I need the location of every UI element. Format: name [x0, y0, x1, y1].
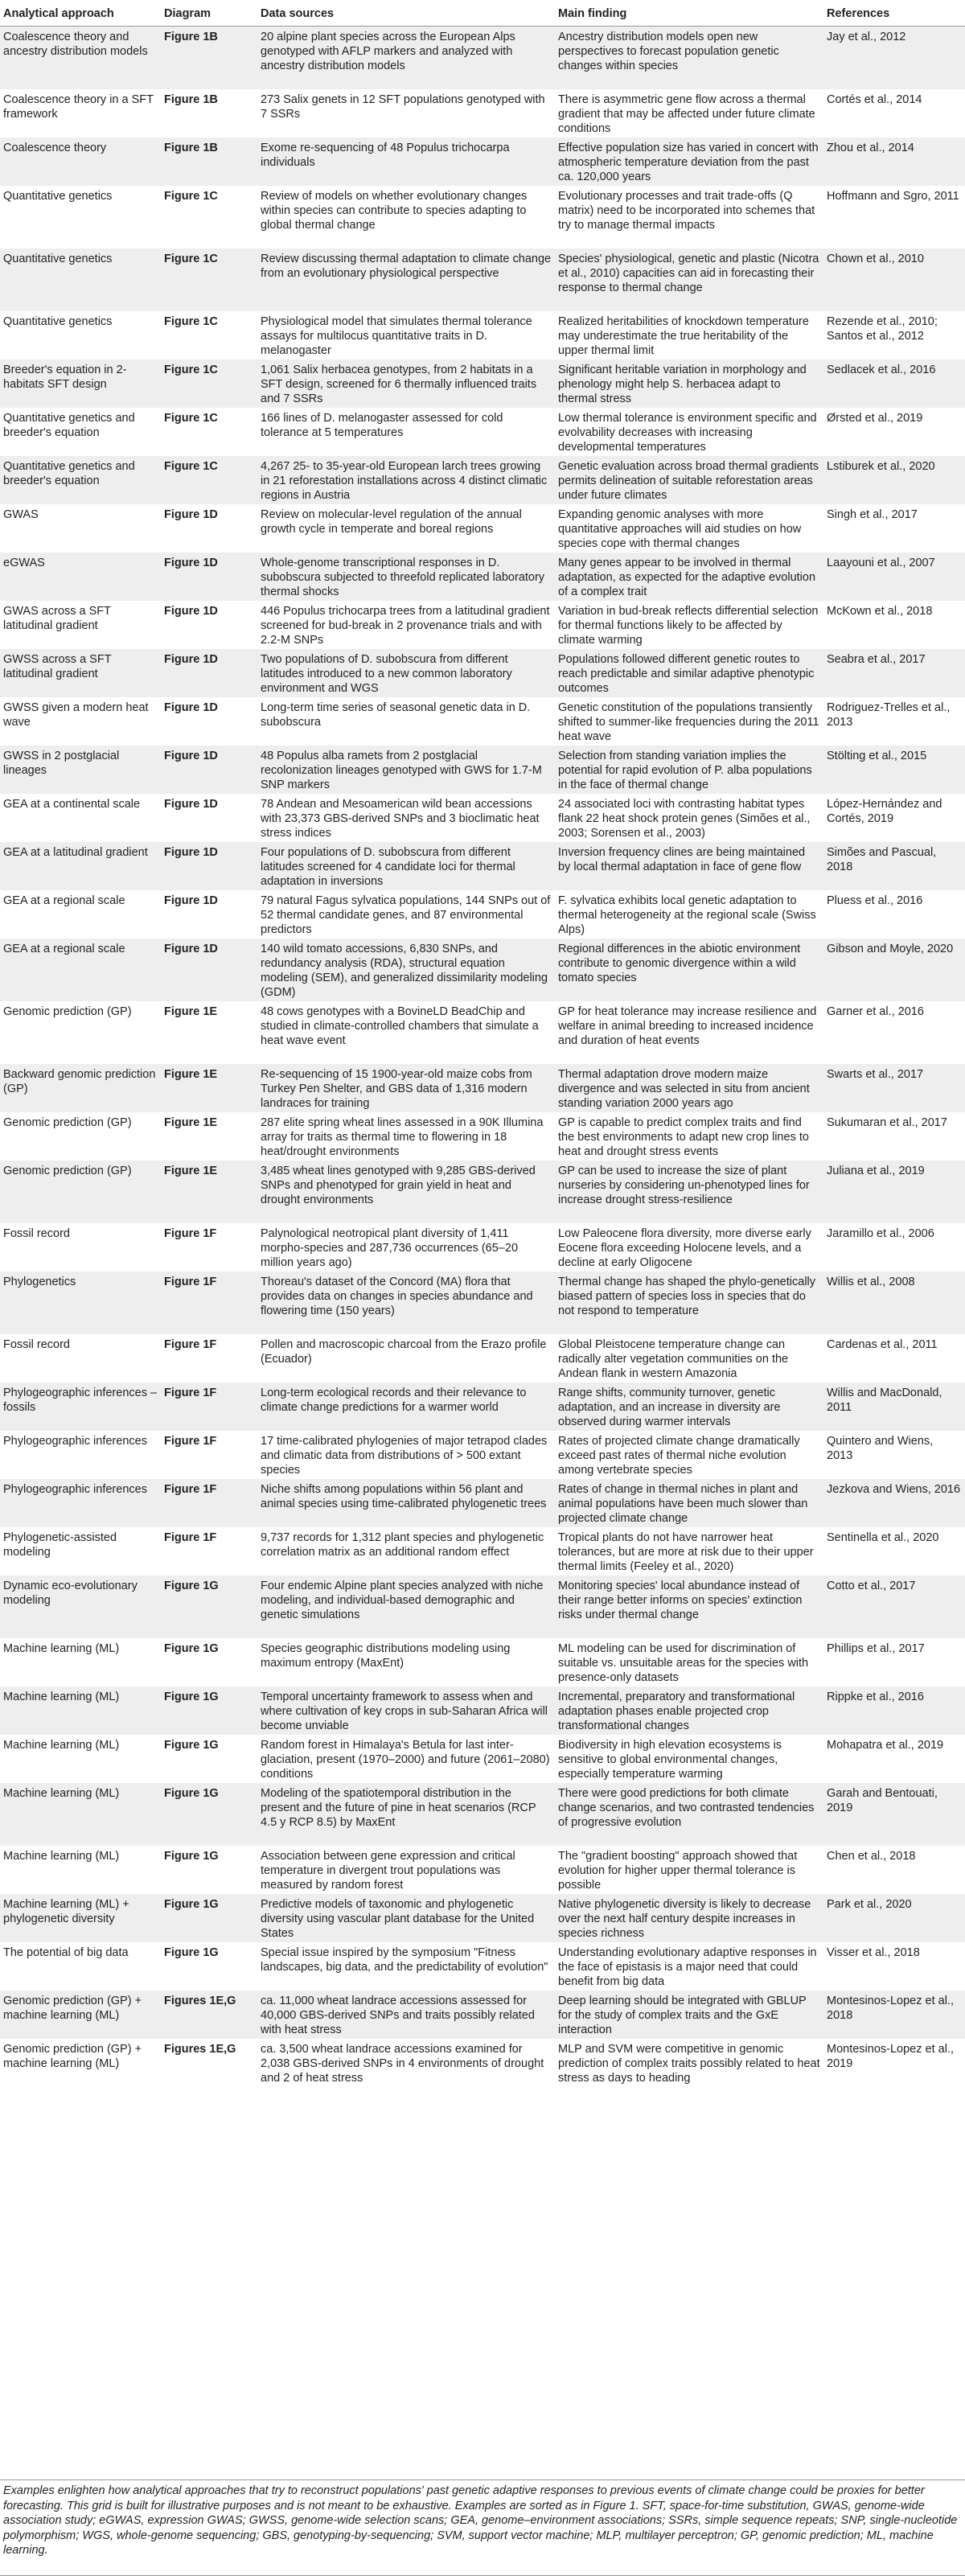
- cell-main-finding: Monitoring species' local abundance instead of their range better informs on species' extinction risks under thermal change: [555, 1576, 823, 1638]
- table-header: [0, 0, 965, 27]
- table-row: [0, 2039, 965, 2087]
- cell-main-finding: Thermal adaptation drove modern maize divergence and was selected in situ from ancient standing variation 2000 years ago: [555, 1064, 823, 1112]
- table-row: [0, 649, 965, 697]
- cell-diagram: Figure 1F: [161, 1334, 257, 1382]
- cell-approach: Machine learning (ML): [0, 1783, 161, 1846]
- cell-approach: Genomic prediction (GP): [0, 1112, 161, 1161]
- cell-data-sources: 287 elite spring wheat lines assessed in a 90K Illumina array for traits as thermal time to flowering in 18 heat/drought environments: [257, 1112, 555, 1161]
- cell-data-sources: Species geographic distributions modeling using maximum entropy (MaxEnt): [257, 1638, 555, 1687]
- cell-main-finding: Range shifts, community turnover, genetic adaptation, and an increase in diversity are observed during warmer intervals: [555, 1382, 823, 1431]
- cell-data-sources: Association between gene expression and critical temperature in divergent trout populations was measured by random forest: [257, 1846, 555, 1894]
- cell-data-sources: 9,737 records for 1,312 plant species and phylogenetic correlation matrix as an additional random effect: [257, 1527, 555, 1576]
- cell-references: Park et al., 2020: [823, 1894, 965, 1942]
- cell-main-finding: Significant heritable variation in morphology and phenology might help S. herbacea adapt to thermal stress: [555, 359, 823, 408]
- cell-references: Chen et al., 2018: [823, 1846, 965, 1894]
- cell-diagram: Figure 1D: [161, 746, 257, 794]
- cell-references: Garah and Bentouati, 2019: [823, 1783, 965, 1846]
- cell-approach: GEA at a regional scale: [0, 939, 161, 1001]
- cell-data-sources: ca. 11,000 wheat landrace accessions assessed for 40,000 GBS-derived SNPs and traits possibly related with heat stress: [257, 1991, 555, 2039]
- cell-approach: GEA at a continental scale: [0, 794, 161, 842]
- cell-main-finding: Rates of projected climate change dramatically exceed past rates of thermal niche evolution among vertebrate species: [555, 1431, 823, 1479]
- cell-data-sources: 78 Andean and Mesoamerican wild bean accessions with 23,373 GBS-derived SNPs and 3 bioclimatic heat stress indices: [257, 794, 555, 842]
- cell-references: Simões and Pascual, 2018: [823, 842, 965, 890]
- cell-references: Willis and MacDonald, 2011: [823, 1382, 965, 1431]
- cell-main-finding: Inversion frequency clines are being maintained by local thermal adaptation in face of gene flow: [555, 842, 823, 890]
- cell-diagram: Figure 1G: [161, 1783, 257, 1846]
- cell-approach: Coalescence theory and ancestry distribution models: [0, 27, 161, 89]
- cell-approach: GWAS: [0, 504, 161, 553]
- cell-data-sources: Thoreau's dataset of the Concord (MA) flora that provides data on changes in species abundance and flowering time (150 years): [257, 1272, 555, 1334]
- cell-references: Ørsted et al., 2019: [823, 408, 965, 456]
- cell-diagram: Figure 1C: [161, 456, 257, 504]
- cell-main-finding: There were good predictions for both climate change scenarios, and two contrasted tendencies of progressive evolution: [555, 1783, 823, 1846]
- header-references: References: [823, 0, 965, 27]
- cell-diagram: Figure 1C: [161, 186, 257, 249]
- cell-approach: Phylogeographic inferences: [0, 1479, 161, 1527]
- cell-approach: Backward genomic prediction (GP): [0, 1064, 161, 1112]
- cell-diagram: Figure 1G: [161, 1687, 257, 1735]
- cell-data-sources: Four endemic Alpine plant species analyzed with niche modeling, and individual-based demographic and genetic simulations: [257, 1576, 555, 1638]
- table-row: [0, 27, 965, 89]
- table-row: [0, 1576, 965, 1638]
- cell-data-sources: Review of models on whether evolutionary changes within species can contribute to species adapting to global thermal change: [257, 186, 555, 249]
- cell-approach: Breeder's equation in 2-habitats SFT design: [0, 359, 161, 408]
- cell-approach: Quantitative genetics and breeder's equation: [0, 456, 161, 504]
- cell-approach: Coalescence theory in a SFT framework: [0, 89, 161, 138]
- cell-approach: Machine learning (ML): [0, 1846, 161, 1894]
- cell-approach: eGWAS: [0, 553, 161, 601]
- table-row: [0, 553, 965, 601]
- cell-diagram: Figure 1D: [161, 649, 257, 697]
- cell-main-finding: Thermal change has shaped the phylo-genetically biased pattern of species loss in species that do not respond to temperature: [555, 1272, 823, 1334]
- cell-approach: Genomic prediction (GP): [0, 1001, 161, 1064]
- header-main-finding: Main finding: [555, 0, 823, 27]
- cell-references: Cortés et al., 2014: [823, 89, 965, 138]
- cell-diagram: Figure 1G: [161, 1942, 257, 1991]
- cell-approach: Quantitative genetics: [0, 186, 161, 249]
- table-row: [0, 939, 965, 1001]
- cell-data-sources: Physiological model that simulates thermal tolerance assays for multilocus quantitative traits in D. melanogaster: [257, 311, 555, 359]
- cell-references: Visser et al., 2018: [823, 1942, 965, 1991]
- cell-main-finding: The "gradient boosting" approach showed that evolution for higher upper thermal tolerance is possible: [555, 1846, 823, 1894]
- cell-references: López-Hernández and Cortés, 2019: [823, 794, 965, 842]
- table-row: [0, 1991, 965, 2039]
- header-row: [0, 0, 965, 27]
- cell-main-finding: Many genes appear to be involved in thermal adaptation, as expected for the adaptive evolution of a complex trait: [555, 553, 823, 601]
- cell-references: McKown et al., 2018: [823, 601, 965, 649]
- cell-references: Montesinos-Lopez et al., 2018: [823, 1991, 965, 2039]
- table-row: [0, 1527, 965, 1576]
- table-row: [0, 1894, 965, 1942]
- cell-main-finding: GP can be used to increase the size of plant nurseries by considering un-phenotyped lines for increase drought stress-resilience: [555, 1161, 823, 1223]
- table-row: [0, 746, 965, 794]
- cell-main-finding: Expanding genomic analyses with more quantitative approaches will aid studies on how species cope with thermal changes: [555, 504, 823, 553]
- table-row: [0, 138, 965, 186]
- header-data-sources: Data sources: [257, 0, 555, 27]
- cell-references: Seabra et al., 2017: [823, 649, 965, 697]
- cell-main-finding: Regional differences in the abiotic environment contribute to genomic divergence within a wild tomato species: [555, 939, 823, 1001]
- table-row: [0, 1272, 965, 1334]
- cell-main-finding: Ancestry distribution models open new perspectives to forecast population genetic changes within species: [555, 27, 823, 89]
- cell-references: Jezkova and Wiens, 2016: [823, 1479, 965, 1527]
- cell-data-sources: Niche shifts among populations within 56 plant and animal species using time-calibrated phylogenetic trees: [257, 1479, 555, 1527]
- cell-main-finding: Low thermal tolerance is environment specific and evolvability decreases with increasing developmental temperatures: [555, 408, 823, 456]
- cell-references: Garner et al., 2016: [823, 1001, 965, 1064]
- cell-data-sources: Pollen and macroscopic charcoal from the Erazo profile (Ecuador): [257, 1334, 555, 1382]
- cell-data-sources: Random forest in Himalaya's Betula for last inter-glaciation, present (1970–2000) and future (2061–2080) conditions: [257, 1735, 555, 1783]
- cell-data-sources: Long-term time series of seasonal genetic data in D. subobscura: [257, 697, 555, 746]
- cell-references: Juliana et al., 2019: [823, 1161, 965, 1223]
- cell-main-finding: Biodiversity in high elevation ecosystems is sensitive to global environmental changes, especially temperature warming: [555, 1735, 823, 1783]
- cell-data-sources: Review on molecular-level regulation of the annual growth cycle in temperate and boreal regions: [257, 504, 555, 553]
- cell-main-finding: Rates of change in thermal niches in plant and animal populations have been much slower than projected climate change: [555, 1479, 823, 1527]
- cell-references: Quintero and Wiens, 2013: [823, 1431, 965, 1479]
- cell-approach: Genomic prediction (GP) + machine learning (ML): [0, 2039, 161, 2087]
- cell-references: Chown et al., 2010: [823, 249, 965, 311]
- cell-main-finding: MLP and SVM were competitive in genomic prediction of complex traits possibly related to heat stress as days to heading: [555, 2039, 823, 2087]
- cell-diagram: Figure 1D: [161, 553, 257, 601]
- cell-data-sources: Whole-genome transcriptional responses in D. subobscura subjected to threefold replicated laboratory thermal shocks: [257, 553, 555, 601]
- cell-approach: Quantitative genetics: [0, 311, 161, 359]
- cell-diagram: Figures 1E,G: [161, 1991, 257, 2039]
- table-row: [0, 1382, 965, 1431]
- table-row: [0, 1161, 965, 1223]
- cell-references: Willis et al., 2008: [823, 1272, 965, 1334]
- cell-approach: GEA at a latitudinal gradient: [0, 842, 161, 890]
- table-row: [0, 1783, 965, 1846]
- cell-main-finding: Selection from standing variation implies the potential for rapid evolution of P. alba populations in the face of thermal change: [555, 746, 823, 794]
- table-row: [0, 842, 965, 890]
- cell-data-sources: Palynological neotropical plant diversity of 1,411 morpho-species and 287,736 occurrences (65–20 million years ago): [257, 1223, 555, 1272]
- cell-approach: Phylogeographic inferences: [0, 1431, 161, 1479]
- cell-approach: Fossil record: [0, 1223, 161, 1272]
- cell-approach: Machine learning (ML) + phylogenetic diversity: [0, 1894, 161, 1942]
- table-row: [0, 1942, 965, 1991]
- cell-references: Gibson and Moyle, 2020: [823, 939, 965, 1001]
- cell-diagram: Figure 1D: [161, 601, 257, 649]
- cell-main-finding: Understanding evolutionary adaptive responses in the face of epistasis is a major need that could benefit from big data: [555, 1942, 823, 1991]
- cell-diagram: Figure 1D: [161, 890, 257, 939]
- cell-approach: Coalescence theory: [0, 138, 161, 186]
- cell-diagram: Figure 1D: [161, 504, 257, 553]
- cell-main-finding: Tropical plants do not have narrower heat tolerances, but are more at risk due to their upper thermal limits (Feeley et al., 2020): [555, 1527, 823, 1576]
- cell-diagram: Figure 1F: [161, 1431, 257, 1479]
- cell-main-finding: Effective population size has varied in concert with atmospheric temperature deviation from the past ca. 120,000 years: [555, 138, 823, 186]
- cell-diagram: Figures 1E,G: [161, 2039, 257, 2087]
- cell-diagram: Figure 1C: [161, 408, 257, 456]
- cell-main-finding: Genetic constitution of the populations transiently shifted to summer-like frequencies during the 2011 heat wave: [555, 697, 823, 746]
- table-row: [0, 504, 965, 553]
- cell-main-finding: Deep learning should be integrated with GBLUP for the study of complex traits and the GxE interaction: [555, 1991, 823, 2039]
- cell-approach: Quantitative genetics: [0, 249, 161, 311]
- cell-diagram: Figure 1G: [161, 1846, 257, 1894]
- cell-data-sources: Re-sequencing of 15 1900-year-old maize cobs from Turkey Pen Shelter, and GBS data of 1,316 modern landraces for training: [257, 1064, 555, 1112]
- cell-data-sources: 1,061 Salix herbacea genotypes, from 2 habitats in a SFT design, screened for 6 thermally influenced traits and 7 SSRs: [257, 359, 555, 408]
- cell-main-finding: Variation in bud-break reflects differential selection for thermal functions likely to be affected by climate warming: [555, 601, 823, 649]
- cell-main-finding: Evolutionary processes and trait trade-offs (Q matrix) need to be incorporated into schemes that try to manage thermal impacts: [555, 186, 823, 249]
- cell-data-sources: Two populations of D. subobscura from different latitudes introduced to a new common laboratory environment and WGS: [257, 649, 555, 697]
- table-row: [0, 408, 965, 456]
- cell-approach: The potential of big data: [0, 1942, 161, 1991]
- cell-data-sources: Modeling of the spatiotemporal distribution in the present and the future of pine in heat scenarios (RCP 4.5 y RCP 8.5) by MaxEnt: [257, 1783, 555, 1846]
- cell-approach: GWAS across a SFT latitudinal gradient: [0, 601, 161, 649]
- cell-data-sources: 3,485 wheat lines genotyped with 9,285 GBS-derived SNPs and phenotyped for grain yield in heat and drought environments: [257, 1161, 555, 1223]
- cell-references: Rodriguez-Trelles et al., 2013: [823, 697, 965, 746]
- cell-data-sources: 4,267 25- to 35-year-old European larch trees growing in 21 reforestation installations across 4 distinct climatic regions in Austria: [257, 456, 555, 504]
- cell-approach: Fossil record: [0, 1334, 161, 1382]
- table-row: [0, 1001, 965, 1064]
- cell-references: Mohapatra et al., 2019: [823, 1735, 965, 1783]
- cell-approach: Phylogenetics: [0, 1272, 161, 1334]
- cell-main-finding: Incremental, preparatory and transformational adaptation phases enable projected crop transformational changes: [555, 1687, 823, 1735]
- cell-diagram: Figure 1C: [161, 359, 257, 408]
- table-row: [0, 1479, 965, 1527]
- cell-references: Lstiburek et al., 2020: [823, 456, 965, 504]
- cell-data-sources: Review discussing thermal adaptation to climate change from an evolutionary physiological perspective: [257, 249, 555, 311]
- table-row: [0, 186, 965, 249]
- cell-data-sources: Predictive models of taxonomic and phylogenetic diversity using vascular plant database for the United States: [257, 1894, 555, 1942]
- table-row: [0, 1846, 965, 1894]
- cell-references: Rippke et al., 2016: [823, 1687, 965, 1735]
- cell-main-finding: Populations followed different genetic routes to reach predictable and similar adaptive phenotypic outcomes: [555, 649, 823, 697]
- cell-references: Montesinos-Lopez et al., 2019: [823, 2039, 965, 2087]
- cell-approach: Machine learning (ML): [0, 1687, 161, 1735]
- table-row: [0, 1431, 965, 1479]
- cell-diagram: Figure 1F: [161, 1382, 257, 1431]
- cell-data-sources: Four populations of D. subobscura from different latitudes screened for 4 candidate loci for thermal adaptation in inversions: [257, 842, 555, 890]
- cell-main-finding: GP is capable to predict complex traits and find the best environments to adapt new crop lines to heat and drought stress events: [555, 1112, 823, 1161]
- cell-diagram: Figure 1G: [161, 1638, 257, 1687]
- table-row: [0, 1638, 965, 1687]
- cell-data-sources: 273 Salix genets in 12 SFT populations genotyped with 7 SSRs: [257, 89, 555, 138]
- cell-diagram: Figure 1D: [161, 697, 257, 746]
- table-row: [0, 249, 965, 311]
- cell-data-sources: 17 time-calibrated phylogenies of major tetrapod clades and climatic data from distributions of > 500 extant species: [257, 1431, 555, 1479]
- table-caption: Examples enlighten how analytical approaches that try to reconstruct populations' past genetic adaptive responses to previous events of climate change could be proxies for better forecasting. This grid is built for illustrative purposes and is not meant to be exhaustive. Examples are sorted as in Figure 1. SFT, space-for-time substitution, GWAS, genome-wide association study; eGWAS, expression GWAS; GWSS, genome-wide selection scans; GEA, genome–environment associations; SSRs, simple sequence repeats; SNP, single-nucleotide polymorphism; WGS, whole-genome sequencing; GBS, genotyping-by-sequencing; SVM, support vector machine; MLP, multilayer perceptron; GP, genomic prediction; ML, machine learning.: [0, 2479, 965, 2576]
- cell-approach: GEA at a regional scale: [0, 890, 161, 939]
- cell-references: Cotto et al., 2017: [823, 1576, 965, 1638]
- table-row: [0, 311, 965, 359]
- cell-diagram: Figure 1G: [161, 1894, 257, 1942]
- cell-diagram: Figure 1F: [161, 1272, 257, 1334]
- cell-references: Jaramillo et al., 2006: [823, 1223, 965, 1272]
- header-diagram: Diagram: [161, 0, 257, 27]
- cell-diagram: Figure 1B: [161, 27, 257, 89]
- table-row: [0, 1735, 965, 1783]
- cell-main-finding: There is asymmetric gene flow across a thermal gradient that may be affected under future climate conditions: [555, 89, 823, 138]
- cell-main-finding: Realized heritabilities of knockdown temperature may underestimate the true heritability of the upper thermal limit: [555, 311, 823, 359]
- table-row: [0, 1687, 965, 1735]
- cell-data-sources: 446 Populus trichocarpa trees from a latitudinal gradient screened for bud-break in 2 provenance trials and with 2.2-M SNPs: [257, 601, 555, 649]
- cell-diagram: Figure 1B: [161, 138, 257, 186]
- cell-references: Stölting et al., 2015: [823, 746, 965, 794]
- cell-approach: Genomic prediction (GP): [0, 1161, 161, 1223]
- table-row: [0, 1223, 965, 1272]
- cell-data-sources: ca. 3,500 wheat landrace accessions examined for 2,038 GBS-derived SNPs in 4 environments of drought and 2 of heat stress: [257, 2039, 555, 2087]
- cell-diagram: Figure 1E: [161, 1161, 257, 1223]
- cell-approach: GWSS given a modern heat wave: [0, 697, 161, 746]
- cell-data-sources: 20 alpine plant species across the European Alps genotyped with AFLP markers and analyzed with ancestry distribution models: [257, 27, 555, 89]
- cell-approach: Genomic prediction (GP) + machine learning (ML): [0, 1991, 161, 2039]
- cell-references: Zhou et al., 2014: [823, 138, 965, 186]
- cell-main-finding: Genetic evaluation across broad thermal gradients permits delineation of suitable reforestation areas under future climates: [555, 456, 823, 504]
- cell-diagram: Figure 1E: [161, 1112, 257, 1161]
- cell-diagram: Figure 1G: [161, 1576, 257, 1638]
- cell-references: Cardenas et al., 2011: [823, 1334, 965, 1382]
- cell-diagram: Figure 1E: [161, 1064, 257, 1112]
- cell-data-sources: 79 natural Fagus sylvatica populations, 144 SNPs out of 52 thermal candidate genes, and 87 environmental predictors: [257, 890, 555, 939]
- table-row: [0, 794, 965, 842]
- cell-references: Sukumaran et al., 2017: [823, 1112, 965, 1161]
- cell-references: Sentinella et al., 2020: [823, 1527, 965, 1576]
- table-row: [0, 456, 965, 504]
- cell-references: Sedlacek et al., 2016: [823, 359, 965, 408]
- cell-data-sources: Special issue inspired by the symposium "Fitness landscapes, big data, and the predictability of evolution": [257, 1942, 555, 1991]
- cell-data-sources: 48 Populus alba ramets from 2 postglacial recolonization lineages genotyped with GWS for 1.7-M SNP markers: [257, 746, 555, 794]
- cell-main-finding: Native phylogenetic diversity is likely to decrease over the next half century despite increases in species richness: [555, 1894, 823, 1942]
- cell-data-sources: Long-term ecological records and their relevance to climate change predictions for a warmer world: [257, 1382, 555, 1431]
- cell-diagram: Figure 1F: [161, 1527, 257, 1576]
- cell-approach: GWSS in 2 postglacial lineages: [0, 746, 161, 794]
- cell-references: Swarts et al., 2017: [823, 1064, 965, 1112]
- cell-approach: Phylogenetic-assisted modeling: [0, 1527, 161, 1576]
- cell-diagram: Figure 1F: [161, 1223, 257, 1272]
- table-row: [0, 601, 965, 649]
- cell-main-finding: GP for heat tolerance may increase resilience and welfare in animal breeding to increased incidence and duration of heat events: [555, 1001, 823, 1064]
- cell-diagram: Figure 1G: [161, 1735, 257, 1783]
- cell-approach: Phylogeographic inferences – fossils: [0, 1382, 161, 1431]
- cell-data-sources: Temporal uncertainty framework to assess when and where cultivation of key crops in sub-Saharan Africa will become unviable: [257, 1687, 555, 1735]
- table-row: [0, 1112, 965, 1161]
- cell-references: Laayouni et al., 2007: [823, 553, 965, 601]
- cell-diagram: Figure 1F: [161, 1479, 257, 1527]
- cell-approach: Quantitative genetics and breeder's equation: [0, 408, 161, 456]
- table-row: [0, 359, 965, 408]
- table-row: [0, 697, 965, 746]
- cell-data-sources: 140 wild tomato accessions, 6,830 SNPs, and redundancy analysis (RDA), structural equation modeling (SEM), and generalized dissimilarity modeling (GDM): [257, 939, 555, 1001]
- cell-data-sources: 48 cows genotypes with a BovineLD BeadChip and studied in climate-controlled chambers that simulate a heat wave event: [257, 1001, 555, 1064]
- cell-approach: Dynamic eco-evolutionary modeling: [0, 1576, 161, 1638]
- cell-diagram: Figure 1C: [161, 311, 257, 359]
- cell-main-finding: 24 associated loci with contrasting habitat types flank 22 heat shock protein genes (Simões et al., 2003; Sorensen et al., 2003): [555, 794, 823, 842]
- cell-approach: GWSS across a SFT latitudinal gradient: [0, 649, 161, 697]
- cell-approach: Machine learning (ML): [0, 1735, 161, 1783]
- table-row: [0, 1334, 965, 1382]
- table-row: [0, 89, 965, 138]
- cell-references: Hoffmann and Sgro, 2011: [823, 186, 965, 249]
- header-approach: Analytical approach: [0, 0, 161, 27]
- cell-references: Rezende et al., 2010; Santos et al., 2012: [823, 311, 965, 359]
- cell-references: Phillips et al., 2017: [823, 1638, 965, 1687]
- cell-references: Jay et al., 2012: [823, 27, 965, 89]
- cell-data-sources: 166 lines of D. melanogaster assessed for cold tolerance at 5 temperatures: [257, 408, 555, 456]
- cell-main-finding: Low Paleocene flora diversity, more diverse early Eocene flora exceeding Holocene levels, and a decline at early Oligocene: [555, 1223, 823, 1272]
- cell-main-finding: Species' physiological, genetic and plastic (Nicotra et al., 2010) capacities can aid in forecasting their response to thermal change: [555, 249, 823, 311]
- cell-references: Singh et al., 2017: [823, 504, 965, 553]
- cell-approach: Machine learning (ML): [0, 1638, 161, 1687]
- cell-diagram: Figure 1C: [161, 249, 257, 311]
- cell-main-finding: F. sylvatica exhibits local genetic adaptation to thermal heterogeneity at the regional scale (Swiss Alps): [555, 890, 823, 939]
- cell-references: Pluess et al., 2016: [823, 890, 965, 939]
- cell-diagram: Figure 1D: [161, 794, 257, 842]
- cell-diagram: Figure 1D: [161, 939, 257, 1001]
- cell-diagram: Figure 1D: [161, 842, 257, 890]
- table-row: [0, 1064, 965, 1112]
- table-body: [0, 27, 965, 2087]
- cell-data-sources: Exome re-sequencing of 48 Populus trichocarpa individuals: [257, 138, 555, 186]
- cell-diagram: Figure 1E: [161, 1001, 257, 1064]
- cell-diagram: Figure 1B: [161, 89, 257, 138]
- cell-main-finding: ML modeling can be used for discrimination of suitable vs. unsuitable areas for the species with presence-only datasets: [555, 1638, 823, 1687]
- table-row: [0, 890, 965, 939]
- cell-main-finding: Global Pleistocene temperature change can radically alter vegetation communities on the Andean flank in western Amazonia: [555, 1334, 823, 1382]
